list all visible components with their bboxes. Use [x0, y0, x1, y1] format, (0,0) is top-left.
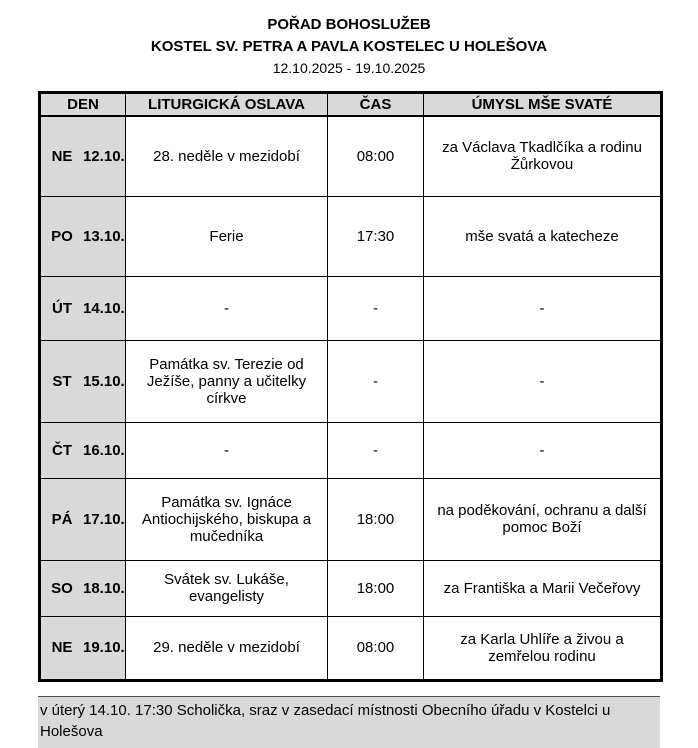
- umysl-cell: -: [424, 276, 662, 340]
- page-subtitle: KOSTEL SV. PETRA A PAVLA KOSTELEC U HOLEŠOVA: [38, 36, 660, 58]
- table-row: [40, 196, 662, 276]
- oslava-cell: -: [126, 276, 328, 340]
- den-cell: [40, 340, 126, 422]
- oslava-cell: Svátek sv. Lukáše, evangelisty: [126, 560, 328, 616]
- umysl-cell: -: [424, 422, 662, 478]
- umysl-cell: za Václava Tkadlčíka a rodinu Žůrkovou: [424, 116, 662, 196]
- den-cell: [40, 116, 126, 196]
- day-abbrev: PO: [49, 228, 75, 245]
- cas-cell: 18:00: [328, 478, 424, 560]
- oslava-cell: Památka sv. Terezie od Ježíše, panny a učitelky církve: [126, 340, 328, 422]
- column-header-umysl: ÚMYSL MŠE SVATÉ: [424, 92, 662, 116]
- umysl-cell: mše svatá a katecheze: [424, 196, 662, 276]
- cas-cell: 18:00: [328, 560, 424, 616]
- cas-cell: 08:00: [328, 116, 424, 196]
- day-date: 19.10.: [83, 639, 125, 656]
- day-abbrev: SO: [49, 580, 75, 597]
- oslava-cell: Památka sv. Ignáce Antiochijského, biskupa a mučedníka: [126, 478, 328, 560]
- day-abbrev: NE: [49, 148, 75, 165]
- umysl-cell: za Františka a Marii Večeřovy: [424, 560, 662, 616]
- day-date: 15.10.: [83, 373, 125, 390]
- den-cell: [40, 616, 126, 680]
- schedule-table: [38, 91, 663, 682]
- day-date: 18.10.: [83, 580, 125, 597]
- table-row: [40, 560, 662, 616]
- footer-note: v úterý 14.10. 17:30 Scholička, sraz v zasedací místnosti Obecního úřadu v Kostelci u Holešova: [38, 696, 660, 748]
- day-abbrev: ÚT: [49, 300, 75, 317]
- page-title: POŘAD BOHOSLUŽEB: [38, 14, 660, 36]
- den-cell: [40, 422, 126, 478]
- table-header-row: [40, 92, 662, 116]
- table-row: [40, 276, 662, 340]
- day-date: 17.10.: [83, 511, 125, 528]
- oslava-cell: Ferie: [126, 196, 328, 276]
- table-row: [40, 340, 662, 422]
- day-abbrev: ST: [49, 373, 75, 390]
- den-cell: [40, 560, 126, 616]
- day-date: 13.10.: [83, 228, 125, 245]
- day-abbrev: ČT: [49, 442, 75, 459]
- day-date: 12.10.: [83, 148, 125, 165]
- date-range: 12.10.2025 - 19.10.2025: [38, 58, 660, 79]
- cas-cell: 08:00: [328, 616, 424, 680]
- cas-cell: -: [328, 276, 424, 340]
- umysl-cell: -: [424, 340, 662, 422]
- oslava-cell: 29. neděle v mezidobí: [126, 616, 328, 680]
- cas-cell: 17:30: [328, 196, 424, 276]
- oslava-cell: -: [126, 422, 328, 478]
- den-cell: [40, 276, 126, 340]
- column-header-cas: ČAS: [328, 92, 424, 116]
- table-row: [40, 422, 662, 478]
- den-cell: [40, 196, 126, 276]
- table-row: [40, 478, 662, 560]
- day-abbrev: NE: [49, 639, 75, 656]
- umysl-cell: na poděkování, ochranu a další pomoc Boží: [424, 478, 662, 560]
- day-abbrev: PÁ: [49, 511, 75, 528]
- document-header: [38, 14, 660, 79]
- day-date: 14.10.: [83, 300, 125, 317]
- day-date: 16.10.: [83, 442, 125, 459]
- den-cell: [40, 478, 126, 560]
- column-header-oslava: LITURGICKÁ OSLAVA: [126, 92, 328, 116]
- table-row: [40, 616, 662, 680]
- umysl-cell: za Karla Uhlíře a živou a zemřelou rodinu: [424, 616, 662, 680]
- oslava-cell: 28. neděle v mezidobí: [126, 116, 328, 196]
- cas-cell: -: [328, 422, 424, 478]
- table-row: [40, 116, 662, 196]
- column-header-den: DEN: [40, 92, 126, 116]
- cas-cell: -: [328, 340, 424, 422]
